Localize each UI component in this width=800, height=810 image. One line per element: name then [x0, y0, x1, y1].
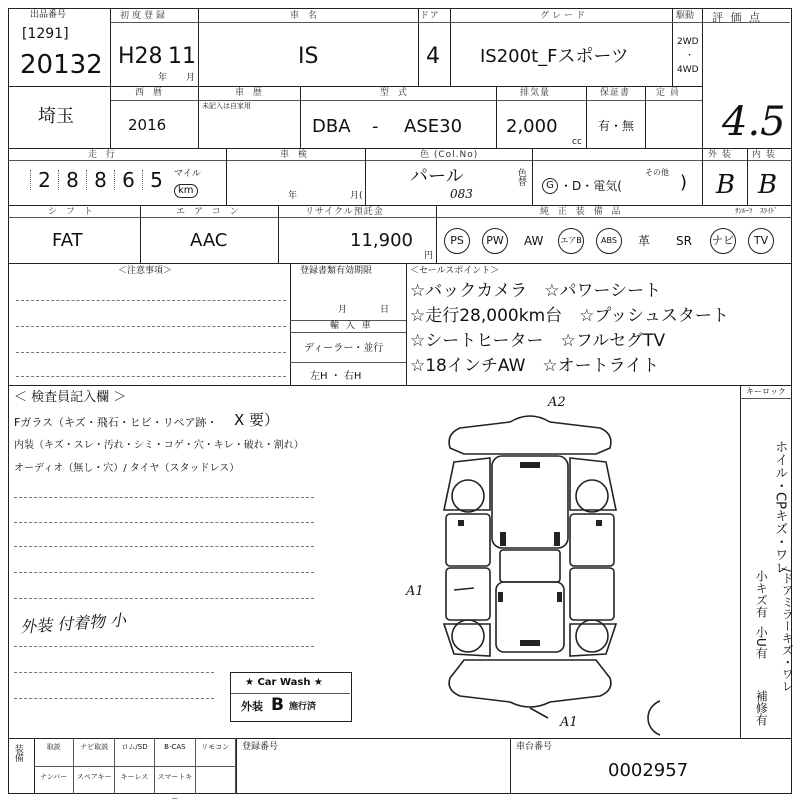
footer-cell: 取説 — [34, 738, 74, 766]
lot-number: [1291] — [22, 26, 69, 42]
footer-cell: スペアキー — [74, 766, 114, 794]
car-wash-stamp: ★ Car Wash ★ 外装 B 施行済 — [230, 672, 352, 722]
selling-point: ☆シートヒーター ☆フルセグTV — [410, 331, 666, 351]
listing-number: 20132 — [20, 50, 103, 80]
equipment-4: ABS — [596, 228, 622, 254]
equipment-6: SR — [676, 234, 692, 248]
auction-sheet: 出品番号 [1291] 20132 初度登録 H28 11 年 月 車 名 IS ドア 4 グレード IS200t_Fスポーツ 駆動 2WD ・ 4WD 評 価 点 4.5 埼玉 西 暦 2016 車 歴 未記入は自家用 型 式 DBA - ASE30 排気量 2,000 cc 保証書 有・無 定 員 走 行 2 8 8 6 5 マイル km 車 検 年 月( 色 (Col.No) パール 083 色替 G ・D・電気( その他 ) 外 装 B 内 装 B シ フ ト FAT エ ア コ ン AAC リサイクル預託金 11,900 円 純 正 装 備 品 ｻﾝﾙｰﾌ ｽﾗｲﾄﾞ PS PW AW エアB ABS 革 SR ナビ TV ＜注意事項＞ 登録書類有効期限 月 日 輸 入 車 ディーラー・並行 左H ・ 右H ＜セールスポイント＞ ☆バックカメラ ☆パワーシート ☆走行28,000km台 ☆プッシュスタート ☆シートヒーター ☆フルセグTV ☆18インチAW ☆オートライト ＜ 検査員記入欄 ＞ Fガラス（キズ・飛石・ヒビ・リペア跡・ X 要） 内装（キズ・スレ・汚れ・シミ・コゲ・穴・キレ・破れ・割れ） オーディオ（無し・穴）/ タイヤ（スタッドレス） 外装 付着物 小 キーロック A2 A1 A1 ホイル・CPキズ・ワレ /ドアミラーキズ・ワレ 小キズ有 小U有 補修有 ★ Car Wash ★ 外装 B 施行済 装備 取説 ナビ取説 ロム/SD B-CAS リモコン ナンバー スペアキー キーレス スマートキー 登録番号 車台番号 0002957 — [0, 0, 800, 800]
wash-grade: B — [271, 695, 284, 715]
footer-cell: ナンバー — [34, 766, 74, 794]
footer-cell: B-CAS — [155, 738, 195, 766]
outlet-label: 出品番号 — [30, 10, 67, 20]
car-diagram — [400, 392, 660, 738]
damage-mark-front: A2 — [548, 395, 566, 410]
mileage-digit: 2 — [30, 170, 54, 190]
score-label: 評 価 点 — [712, 11, 762, 24]
doors: 4 — [426, 44, 440, 69]
equipment-5: 革 — [638, 234, 651, 248]
shift: FAT — [52, 230, 83, 251]
footer-cell: スマートキー — [155, 766, 195, 794]
exterior-grade: B — [716, 170, 736, 200]
unit-km-selected: km — [174, 184, 198, 198]
chassis-number: 0002957 — [608, 760, 689, 781]
wheel-front-right — [576, 480, 608, 512]
footer-cell: キーレス — [115, 766, 155, 794]
row1-bottom-line — [8, 86, 702, 87]
footer-cell: リモコン — [196, 738, 236, 766]
footer-cell: ナビ取説 — [74, 738, 114, 766]
damage-mark-left: A1 — [406, 584, 424, 599]
first-reg-month: 11 — [168, 44, 196, 69]
equipment-0: PS — [444, 228, 470, 254]
inspection-title: ＜ 検査員記入欄 ＞ — [14, 390, 127, 405]
spare-wheel — [648, 700, 660, 736]
selling-point: ☆18インチAW ☆オートライト — [410, 356, 660, 376]
mileage-digit: 8 — [86, 170, 110, 190]
equipment-1: PW — [482, 228, 508, 254]
region: 埼玉 — [38, 106, 74, 127]
model-code: ASE30 — [404, 116, 463, 137]
roof — [500, 550, 560, 582]
air-conditioner: AAC — [190, 230, 228, 251]
grade: IS200t_Fスポーツ — [480, 46, 629, 67]
model-year: 2016 — [128, 116, 167, 134]
handwritten-note: 外装 付着物 小 — [19, 610, 127, 637]
color-option-g: G — [542, 178, 558, 194]
a1-leader-rear — [530, 708, 548, 718]
first-reg-label: 初度登録 — [120, 11, 169, 21]
rear-bumper — [449, 660, 611, 707]
color-code: 083 — [450, 187, 473, 201]
displacement: 2,000 — [506, 116, 558, 137]
right-front-door — [570, 514, 614, 566]
mileage-digit: 5 — [142, 170, 166, 190]
damage-mark-rear: A1 — [560, 715, 578, 730]
footer-cell — [196, 766, 236, 794]
glass-repair-mark: X 要） — [234, 411, 280, 429]
color: パール — [410, 166, 464, 187]
left-rear-door — [446, 568, 490, 620]
wheel-front-left — [452, 480, 484, 512]
equipment-3: エアB — [558, 228, 584, 254]
warranty-options: 有・無 — [598, 119, 635, 133]
right-rear-door — [570, 568, 614, 620]
recycle-fee: 11,900 — [350, 230, 413, 251]
car-name: IS — [298, 44, 319, 69]
equipment-8: TV — [748, 228, 774, 254]
a1-leader-left — [454, 588, 474, 590]
mileage-digit: 8 — [58, 170, 82, 190]
car-name-label: 車 名 — [290, 11, 320, 21]
mileage-digit: 6 — [114, 170, 138, 190]
left-front-door — [446, 514, 490, 566]
score: 4.5 — [722, 99, 786, 145]
front-bumper — [449, 416, 611, 454]
equipment-7: ナビ — [710, 228, 736, 254]
interior-grade: B — [758, 170, 778, 200]
first-reg-year: H28 — [118, 44, 163, 69]
equipment-2: AW — [524, 234, 544, 248]
grade-label: グレード — [540, 11, 589, 21]
selling-point: ☆走行28,000km台 ☆プッシュスタート — [410, 306, 729, 326]
model-prefix: DBA — [312, 116, 351, 137]
footer-cell: ロム/SD — [115, 738, 155, 766]
selling-point: ☆バックカメラ ☆パワーシート — [410, 281, 662, 301]
